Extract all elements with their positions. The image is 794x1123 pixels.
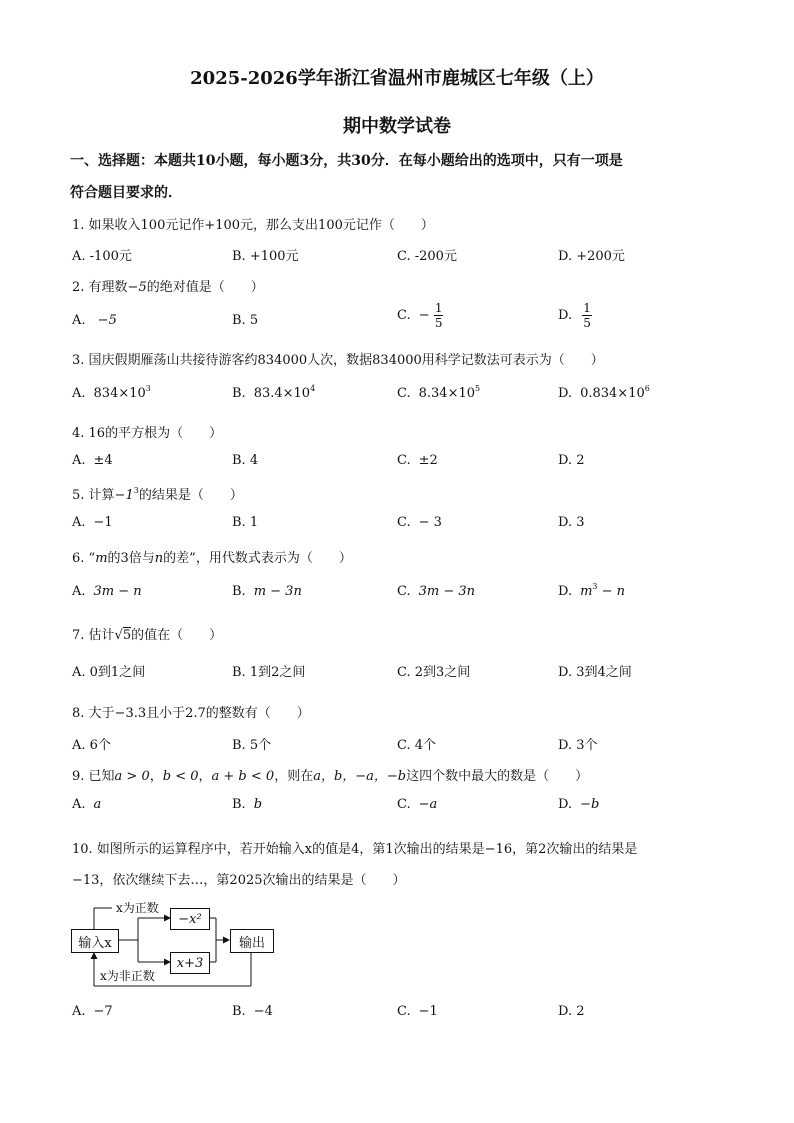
q4-option-a-value: ±4: [93, 453, 113, 468]
q4-option-d: D. 2: [558, 453, 585, 468]
q5-option-a-value: −1: [93, 515, 113, 530]
q2-option-b: B. 5: [232, 313, 259, 328]
q6-option-d-label: D.: [558, 584, 573, 599]
q1-option-b: B. +100元: [232, 249, 299, 264]
q6-option-c: [397, 584, 475, 599]
q6-option-b-label: B.: [232, 584, 246, 599]
q2-option-c-sign: −: [418, 308, 430, 323]
q9-option-b: [232, 797, 262, 812]
question-1-stem: 1. 如果收入100元记作+100元，那么支出100元记作（ ）: [72, 218, 434, 233]
section-heading-line1: 一、选择题：本题共10小题，每小题3分，共30分．在每小题给出的选项中，只有一项是: [70, 153, 623, 169]
q9-option-d-value: −b: [580, 797, 600, 812]
q1-option-d: D. +200元: [558, 249, 625, 264]
q5-option-d: D. 3: [558, 515, 585, 530]
q8-option-c: C. 4个: [397, 738, 437, 753]
q9-cond-2: b < 0: [162, 769, 199, 784]
flow-negate-square-box: −x²: [170, 908, 210, 930]
q2-option-a: [72, 313, 117, 328]
q2-stem-pre: 2. 有理数: [72, 280, 128, 295]
q9-cond-3: a + b < 0: [211, 769, 275, 784]
q10-option-c-label: C.: [397, 1004, 411, 1019]
q3-option-c-label: C.: [397, 386, 411, 401]
question-9-stem: [72, 765, 588, 784]
q2-stem-post: 的绝对值是（ ）: [146, 280, 264, 295]
fraction-numerator: 1: [583, 301, 591, 315]
q9-option-c-value: −a: [418, 797, 438, 812]
q10-option-a: [72, 1004, 113, 1019]
q5-stem-post: 的结果是（ ）: [138, 488, 243, 503]
flow-positive-label: x为正数: [116, 901, 159, 915]
q2-stem-math: −5: [127, 280, 147, 295]
question-7-stem: [72, 624, 222, 643]
q4-option-b: B. 4: [232, 453, 259, 468]
q10-option-c-value: −1: [418, 1004, 438, 1019]
q8-option-a: A. 6个: [72, 738, 111, 753]
q2-option-c-label: C.: [397, 308, 411, 323]
q9-option-d-label: D.: [558, 797, 573, 812]
question-5-stem: [72, 484, 243, 503]
q7-option-a: A. 0到1之间: [72, 665, 146, 680]
q6-option-a-value: 3m − n: [93, 584, 142, 599]
q3-option-a-label: A.: [72, 386, 86, 401]
q7-option-d: D. 3到4之间: [558, 665, 632, 680]
q5-option-a: [72, 515, 113, 530]
q5-stem-math: −1: [114, 488, 134, 503]
q2-option-c-fraction: [434, 301, 444, 330]
q3-option-c: [397, 386, 480, 401]
q2-option-a-value: −5: [97, 313, 117, 328]
q3-option-d-label: D.: [558, 386, 573, 401]
flow-add-three-box: x+3: [170, 952, 210, 974]
q3-option-a: [72, 386, 151, 401]
q3-option-b: [232, 386, 315, 401]
q6-var-m: m: [95, 551, 108, 566]
q7-stem-pre: 7. 估计: [72, 628, 115, 643]
fraction-denominator: 5: [434, 316, 443, 330]
q1-option-c: C. -200元: [397, 249, 457, 264]
q9-stem-mid: ，则在: [274, 769, 314, 784]
q10-option-b-value: −4: [253, 1004, 273, 1019]
q2-option-d-label: D.: [558, 308, 573, 323]
q10-option-c: [397, 1004, 438, 1019]
question-10-stem-line1: 10. 如图所示的运算程序中，若开始输入x的值是4，第1次输出的结果是−16，第2次输出的结果是: [72, 842, 638, 857]
q3-option-d-value: 0.834×10: [580, 386, 645, 401]
q6-stem-post: 的差”，用代数式表示为（ ）: [163, 551, 352, 566]
q6-option-d-value: m: [580, 584, 593, 599]
exam-title: 2025-2026学年浙江省温州市鹿城区七年级（上）: [190, 68, 604, 89]
q9-stem-post: 这四个数中最大的数是（ ）: [406, 769, 589, 784]
q4-option-a-label: A.: [72, 453, 86, 468]
fraction-numerator: 1: [434, 301, 443, 315]
fraction-denominator: 5: [583, 316, 591, 330]
question-6-stem: [72, 547, 352, 566]
q7-option-c: C. 2到3之间: [397, 665, 471, 680]
question-4-stem: 4. 16的平方根为（ ）: [72, 426, 223, 441]
q6-option-a-label: A.: [72, 584, 86, 599]
q5-option-c-label: C.: [397, 515, 411, 530]
q9-option-a: [72, 797, 101, 812]
q10-option-b-label: B.: [232, 1004, 246, 1019]
q4-option-a: [72, 453, 113, 468]
q2-option-c: [397, 301, 443, 330]
q8-stem-pre: 8. 大于: [72, 706, 115, 721]
q6-option-d-exp: 3: [592, 582, 598, 591]
q9-option-b-label: B.: [232, 797, 246, 812]
q5-option-b: B. 1: [232, 515, 259, 530]
flow-input-box: 输入x: [71, 929, 119, 953]
q5-stem-pre: 5. 计算: [72, 488, 115, 503]
question-2-stem: [72, 276, 264, 295]
q6-var-n: n: [154, 551, 164, 566]
q6-option-b: [232, 584, 302, 599]
q8-option-b: B. 5个: [232, 738, 272, 753]
q9-option-d: [558, 797, 599, 812]
q4-option-c: [397, 453, 438, 468]
q9-option-c: [397, 797, 437, 812]
q9-option-a-value: a: [93, 797, 102, 812]
q10-option-d: D. 2: [558, 1004, 585, 1019]
q6-option-d: [558, 584, 625, 599]
q10-option-a-value: −7: [93, 1004, 113, 1019]
q3-option-b-exp: 4: [310, 384, 316, 393]
q9-sep-2: ，: [198, 769, 212, 784]
q2-option-a-label: A.: [72, 313, 86, 328]
q8-option-d: D. 3个: [558, 738, 598, 753]
q8-stem-post: 且小于2.7的整数有（ ）: [146, 706, 310, 721]
q9-vars: a，b，−a，−b: [313, 769, 407, 784]
q6-stem-mid: 的3倍与: [107, 551, 155, 566]
q5-option-a-label: A.: [72, 515, 86, 530]
exam-subtitle: 期中数学试卷: [343, 116, 451, 137]
q9-option-b-value: b: [253, 797, 263, 812]
q6-stem-pre: 6. “: [72, 551, 96, 566]
q7-stem-post: 的值在（ ）: [131, 628, 223, 643]
q4-option-c-label: C.: [397, 453, 411, 468]
q1-option-a: A. -100元: [72, 249, 132, 264]
q10-option-a-label: A.: [72, 1004, 86, 1019]
q9-option-c-label: C.: [397, 797, 411, 812]
flow-nonpositive-label: x为非正数: [100, 969, 155, 983]
q3-option-c-value: 8.34×10: [418, 386, 476, 401]
question-3-stem: 3. 国庆假期雁荡山共接待游客约834000人次，数据834000用科学记数法可表示为（ ）: [72, 353, 604, 368]
q7-option-b: B. 1到2之间: [232, 665, 306, 680]
q2-option-d: [558, 301, 592, 330]
q4-option-c-value: ±2: [418, 453, 438, 468]
q9-option-a-label: A.: [72, 797, 86, 812]
q3-option-d: [558, 386, 650, 401]
q5-option-c-value: − 3: [418, 515, 442, 530]
section-heading-line2: 符合题目要求的．: [70, 185, 182, 201]
q5-option-c: [397, 515, 442, 530]
q6-option-a: [72, 584, 142, 599]
q6-option-b-value: m − 3n: [253, 584, 302, 599]
q3-option-b-value: 83.4×10: [253, 386, 311, 401]
q6-option-c-value: 3m − 3n: [418, 584, 476, 599]
q3-option-b-label: B.: [232, 386, 246, 401]
q7-sqrt-arg: 5: [122, 628, 132, 643]
q6-option-d-tail: − n: [597, 584, 626, 599]
q6-option-c-label: C.: [397, 584, 411, 599]
q5-stem-exp: 3: [133, 486, 139, 495]
q3-option-a-value: 834×10: [93, 386, 146, 401]
q3-option-d-exp: 6: [644, 384, 650, 393]
question-10-stem-line2: −13，依次继续下去…，第2025次输出的结果是（ ）: [72, 873, 406, 888]
flow-output-box: 输出: [230, 929, 274, 953]
q9-stem-pre: 9. 已知: [72, 769, 115, 784]
q3-option-c-exp: 5: [475, 384, 481, 393]
sqrt-symbol: √: [114, 628, 123, 643]
q3-option-a-exp: 3: [145, 384, 151, 393]
q9-sep-1: ，: [149, 769, 163, 784]
q2-option-d-fraction: [582, 301, 592, 330]
q9-cond-1: a > 0: [114, 769, 150, 784]
question-8-stem: [72, 702, 310, 721]
q8-stem-math: −3.3: [114, 706, 147, 721]
q10-option-b: [232, 1004, 273, 1019]
